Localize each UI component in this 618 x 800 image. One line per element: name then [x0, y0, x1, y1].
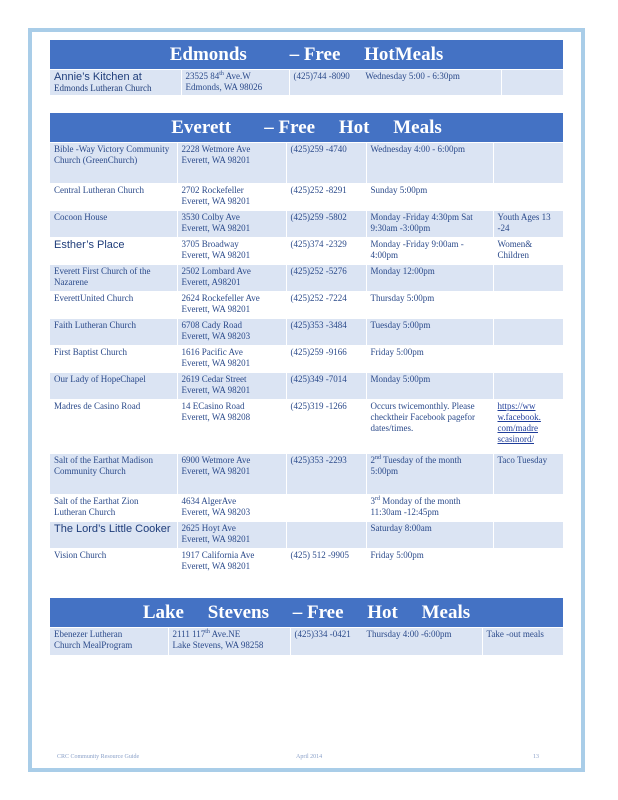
table-row: [50, 400, 563, 454]
address-line2: Everett, WA 98201: [181, 223, 251, 233]
provider-address: [177, 549, 286, 576]
table-row: [50, 373, 563, 400]
address-line1: 6708 Cady Road: [181, 320, 242, 330]
address-line2: Edmonds, WA 98026: [185, 82, 263, 92]
schedule-ordinal-suffix: nd: [375, 455, 381, 461]
provider-name: Bible -Way Victory Community Church (GreenChurch): [50, 143, 177, 184]
provider-schedule: Wednesday 5:00 - 6:30pm: [365, 71, 460, 81]
provider-phone: (425)259 -9166: [286, 346, 366, 373]
table-row: [50, 143, 563, 184]
provider-phone: (425)744 -8090: [293, 71, 350, 81]
address-line2: Everett, WA 98203: [181, 331, 251, 341]
provider-notes: [493, 549, 563, 576]
provider-name: Faith Lutheran Church: [50, 319, 177, 346]
provider-address: [177, 184, 286, 211]
address-line1: 14 ECasino Road: [181, 401, 245, 411]
address-line1: [186, 71, 285, 82]
provider-address: [177, 495, 286, 522]
address-line2: Everett, WA 98201: [181, 155, 251, 165]
provider-notes: Take -out meals: [482, 628, 563, 655]
address-line1: 2624 Rockefeller Ave: [181, 293, 260, 303]
provider-notes: Women& Children: [493, 238, 563, 265]
provider-schedule: [366, 495, 493, 522]
edmonds-table: [50, 69, 563, 95]
provider-name-line2: Church MealProgram: [54, 640, 133, 650]
edmonds-section: [50, 40, 563, 95]
provider-address: [177, 319, 286, 346]
schedule-ordinal-text: Monday of the month: [380, 496, 461, 506]
provider-phone: (425)252 -8291: [286, 184, 366, 211]
provider-schedule: Occurs twicemonthly. Please checktheir Facebook pagefor dates/times.: [366, 400, 493, 454]
provider-address: [181, 70, 289, 96]
provider-name: [50, 70, 181, 96]
address-line1: 1917 California Ave: [181, 550, 255, 560]
provider-name: Cocoon House: [50, 211, 177, 238]
footer-page-number: 13: [533, 754, 539, 760]
table-row: [50, 211, 563, 238]
provider-schedule: Friday 5:00pm: [366, 549, 493, 576]
address-line2: Everett, WA 98201: [181, 196, 251, 206]
provider-notes: [493, 319, 563, 346]
address-street: Ave.NE: [209, 629, 241, 639]
address-line1: 6900 Wetmore Ave: [181, 455, 251, 465]
provider-address: [177, 454, 286, 495]
provider-notes: [493, 292, 563, 319]
provider-address: [177, 211, 286, 238]
table-row: [50, 495, 563, 522]
address-line2: Everett, WA 98208: [181, 412, 251, 422]
provider-notes: [493, 184, 563, 211]
provider-address: [177, 143, 286, 184]
schedule-ordinal-text: Tuesday of the month: [381, 455, 462, 465]
schedule-line2: 5:00pm: [370, 466, 399, 476]
provider-phone: (425)374 -2329: [286, 238, 366, 265]
provider-notes: Taco Tuesday: [493, 454, 563, 495]
address-line2: Lake Stevens, WA 98258: [172, 640, 264, 650]
lake-stevens-table: [50, 627, 563, 655]
provider-schedule: Thursday 5:00pm: [366, 292, 493, 319]
table-row: [50, 292, 563, 319]
address-street: Ave.W: [223, 71, 251, 81]
table-row: [50, 454, 563, 495]
provider-phone: (425)319 -1266: [286, 400, 366, 454]
provider-name: First Baptist Church: [50, 346, 177, 373]
address-line2: Everett, WA 98201: [181, 304, 251, 314]
address-ordinal: th: [205, 629, 210, 635]
table-row: [50, 238, 563, 265]
provider-phone: (425)252 -7224: [286, 292, 366, 319]
provider-notes: [493, 373, 563, 400]
edmonds-heading: Edmonds – Free HotMeals: [50, 40, 563, 69]
provider-schedule: Monday -Friday 9:00am - 4:00pm: [366, 238, 493, 265]
table-row: [50, 549, 563, 576]
address-line2: Everett, WA 98201: [181, 385, 251, 395]
provider-notes: [493, 346, 563, 373]
provider-address: [177, 265, 286, 292]
provider-name: Vision Church: [50, 549, 177, 576]
provider-schedule: Monday 12:00pm: [366, 265, 493, 292]
table-row: [50, 346, 563, 373]
address-line2: Everett, WA 98201: [181, 466, 251, 476]
address-ordinal: th: [219, 71, 224, 77]
schedule-ordinal-suffix: rd: [375, 496, 380, 502]
address-line2: Everett, WA 98203: [181, 507, 251, 517]
lake-stevens-section: [50, 598, 563, 655]
provider-name-line1: Annie’s Kitchen at: [54, 71, 142, 83]
provider-phone: (425) 512 -9905: [286, 549, 366, 576]
address-line2: Everett, WA 98201: [181, 534, 251, 544]
provider-notes: [493, 522, 563, 549]
table-row: [50, 628, 563, 655]
provider-notes: [493, 143, 563, 184]
footer-date: April 2014: [296, 754, 323, 760]
address-line2: Everett, WA 98201: [181, 250, 251, 260]
provider-schedule: Monday 5:00pm: [366, 373, 493, 400]
provider-phone: (425)353 -2293: [286, 454, 366, 495]
address-number: 2111 117: [172, 629, 206, 639]
address-line2: Everett, WA 98201: [181, 358, 251, 368]
provider-phone: (425)349 -7014: [286, 373, 366, 400]
address-line2: Everett, A98201: [181, 277, 241, 287]
provider-phone: (425)259 -4740: [286, 143, 366, 184]
provider-notes: [493, 400, 563, 454]
address-line1: 1616 Pacific Ave: [181, 347, 243, 357]
table-row: [50, 70, 563, 96]
provider-name: EverettUnited Church: [50, 292, 177, 319]
provider-address: [177, 373, 286, 400]
provider-notes: [493, 265, 563, 292]
provider-phone: (425)334 -0421: [294, 629, 351, 639]
provider-schedule: Tuesday 5:00pm: [366, 319, 493, 346]
provider-name: Salt of the Earthat Madison Community Church: [50, 454, 177, 495]
address-line1: 2228 Wetmore Ave: [181, 144, 251, 154]
provider-schedule: Saturday 8:00am: [366, 522, 493, 549]
provider-name: [50, 628, 168, 655]
everett-heading: Everett – Free Hot Meals: [50, 113, 563, 142]
provider-address: [177, 238, 286, 265]
provider-schedule: Monday -Friday 4:30pm Sat 9:30am -3:00pm: [366, 211, 493, 238]
provider-schedule: [366, 454, 493, 495]
schedule-line1: [371, 455, 489, 466]
provider-schedule: Friday 5:00pm: [366, 346, 493, 373]
provider-schedule: Thursday 4:00 -6:00pm: [366, 629, 452, 639]
provider-address: [168, 628, 290, 655]
table-row: [50, 265, 563, 292]
provider-name-line1: Ebenezer Lutheran: [54, 629, 123, 639]
provider-address: [177, 346, 286, 373]
address-line1: [173, 629, 286, 640]
provider-schedule: Sunday 5:00pm: [366, 184, 493, 211]
address-line1: 2625 Hoyt Ave: [181, 523, 236, 533]
table-row: [50, 319, 563, 346]
schedule-ordinal-number: 3: [370, 496, 375, 506]
address-line1: 4634 AlgerAve: [181, 496, 237, 506]
address-line1: 3530 Colby Ave: [181, 212, 240, 222]
everett-section: [50, 113, 563, 576]
provider-notes: [501, 70, 563, 96]
footer-guide-title: CRC Community Resource Guide: [57, 754, 140, 760]
everett-table: [50, 142, 563, 576]
provider-name: Madres de Casino Road: [50, 400, 177, 454]
provider-name-line2: Edmonds Lutheran Church: [54, 83, 152, 93]
address-number: 23525 84: [185, 71, 220, 81]
provider-notes: Youth Ages 13 -24: [493, 211, 563, 238]
schedule-line2: 11:30am -12:45pm: [370, 507, 439, 517]
address-line1: 2619 Cedar Street: [181, 374, 247, 384]
provider-name: The Lord’s Little Cooker: [50, 522, 177, 549]
schedule-ordinal-number: 2: [370, 455, 375, 465]
table-row: [50, 184, 563, 211]
provider-name: Our Lady of HopeChapel: [50, 373, 177, 400]
provider-notes: [493, 495, 563, 522]
provider-name: Everett First Church of the Nazarene: [50, 265, 177, 292]
provider-address: [177, 522, 286, 549]
phone-schedule: [290, 628, 482, 655]
address-line2: Everett, WA 98201: [181, 561, 251, 571]
provider-name: Central Lutheran Church: [50, 184, 177, 211]
address-line1: 2502 Lombard Ave: [181, 266, 251, 276]
provider-address: [177, 292, 286, 319]
table-row: [50, 522, 563, 549]
address-line1: 3705 Broadway: [181, 239, 239, 249]
provider-phone: [286, 522, 366, 549]
facebook-link[interactable]: https://ww w.facebook. com/madre scasinord/: [497, 401, 541, 444]
provider-phone: (425)353 -3484: [286, 319, 366, 346]
provider-phone: (425)252 -5276: [286, 265, 366, 292]
address-line1: 2702 Rockefeller: [181, 185, 244, 195]
phone-schedule: [289, 70, 501, 96]
provider-name: Esther’s Place: [50, 238, 177, 265]
provider-phone: (425)259 -5802: [286, 211, 366, 238]
schedule-line1: [371, 496, 489, 507]
lake-stevens-heading: Lake Stevens – Free Hot Meals: [50, 598, 563, 627]
provider-address: [177, 400, 286, 454]
provider-phone: [286, 495, 366, 522]
provider-schedule: Wednesday 4:00 - 6:00pm: [366, 143, 493, 184]
provider-name: Salt of the Earthat Zion Lutheran Church: [50, 495, 177, 522]
